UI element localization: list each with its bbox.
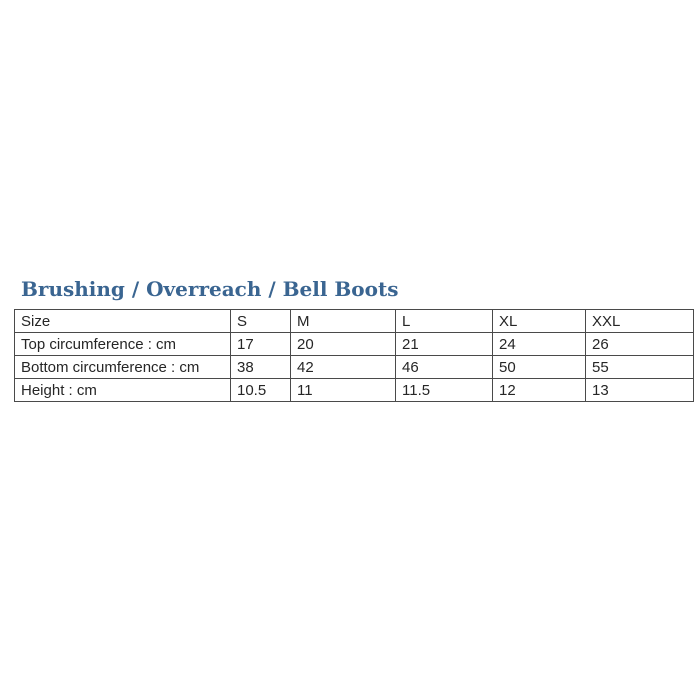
table-cell: 26 [586,333,694,356]
size-chart-table [14,309,694,402]
row-label: Top circumference : cm [15,333,231,356]
table-cell: 42 [291,356,396,379]
column-header-xl: XL [493,310,586,333]
column-header-size: Size [15,310,231,333]
table-cell: 20 [291,333,396,356]
table-cell: 10.5 [231,379,291,402]
table-cell: 24 [493,333,586,356]
table-header-row [15,310,694,333]
row-label: Height : cm [15,379,231,402]
table-cell: 21 [396,333,493,356]
table-row-height [15,379,694,402]
table-cell: 17 [231,333,291,356]
column-header-l: L [396,310,493,333]
table-cell: 12 [493,379,586,402]
row-label: Bottom circumference : cm [15,356,231,379]
table-cell: 13 [586,379,694,402]
column-header-m: M [291,310,396,333]
table-cell: 11.5 [396,379,493,402]
table-cell: 11 [291,379,396,402]
column-header-xxl: XXL [586,310,694,333]
column-header-s: S [231,310,291,333]
table-row-top-circumference [15,333,694,356]
table-cell: 50 [493,356,586,379]
table-cell: 38 [231,356,291,379]
table-cell: 46 [396,356,493,379]
page-title: Brushing / Overreach / Bell Boots [21,277,399,301]
table-cell: 55 [586,356,694,379]
table-row-bottom-circumference [15,356,694,379]
